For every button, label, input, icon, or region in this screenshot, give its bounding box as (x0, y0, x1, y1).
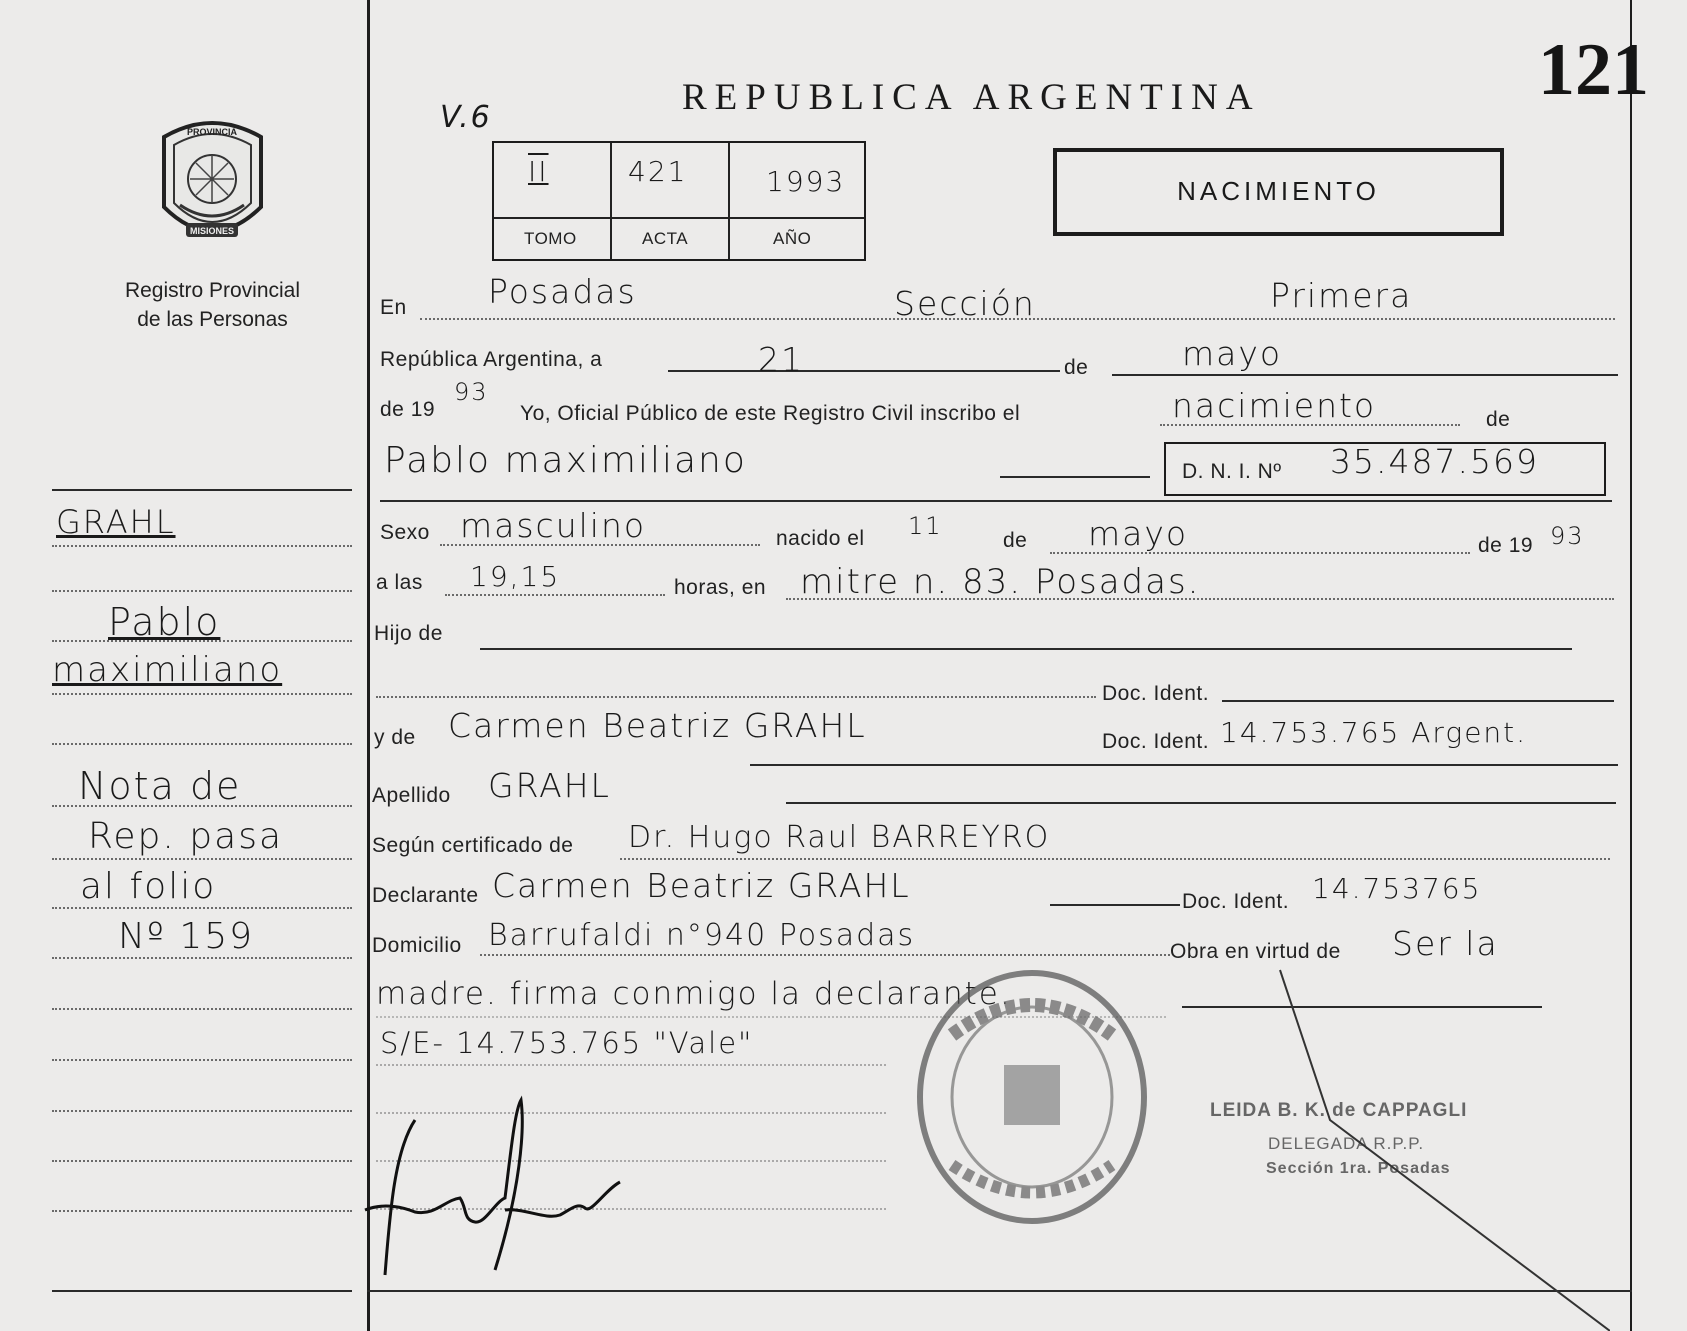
margin-dotline (52, 907, 352, 909)
field-line (440, 544, 760, 546)
nacido-mes-value: mayo (1088, 514, 1189, 553)
en-label: En (380, 296, 407, 319)
margin-note-l3: al folio (80, 866, 217, 907)
officer-name: LEIDA B. K. de CAPPAGLI (1210, 1100, 1468, 1121)
seccion-num-value: Primera (1270, 276, 1413, 315)
officer-title: DELEGADA R.P.P. (1268, 1134, 1425, 1153)
hijo-label: Hijo de (374, 622, 443, 645)
margin-rule-1 (52, 489, 352, 491)
mes-value: mayo (1182, 334, 1283, 373)
seccion-value: Sección (894, 284, 1036, 323)
margin-given1: Pablo (108, 600, 221, 644)
field-line (1050, 904, 1180, 906)
margin-dotline (52, 1110, 352, 1112)
margin-given2: maximiliano (52, 650, 283, 690)
tomo-label: TOMO (524, 229, 577, 248)
sexo-label: Sexo (380, 521, 430, 544)
apellido-value: GRAHL (488, 766, 611, 805)
seal-top-text: PROVINCIA (186, 127, 238, 137)
field-line (380, 500, 1612, 502)
field-line (480, 648, 1572, 650)
hora-value: 19,15 (470, 560, 561, 593)
de19b-label: de 19 (1478, 534, 1534, 557)
de2-label: de (1486, 408, 1511, 431)
lugar-nac-value: mitre n. 83. Posadas. (800, 562, 1201, 602)
officer-signature-icon (355, 1090, 675, 1280)
field-line (445, 594, 665, 596)
margin-note-l1: Nota de (78, 764, 242, 808)
margin-dotline (52, 743, 352, 745)
field-line (786, 598, 1614, 600)
acta-value: 421 (628, 155, 688, 188)
yo-label: Yo, Oficial Público de este Registro Civil inscribo el (520, 402, 1021, 425)
declarante-doc-value: 14.753765 (1312, 872, 1482, 905)
margin-surname: GRAHL (56, 503, 176, 541)
nacido-label: nacido el (776, 527, 865, 550)
certificado-value: Dr. Hugo Raul BARREYRO (628, 820, 1051, 855)
country-title: REPUBLICA ARGENTINA (682, 77, 1261, 118)
acta-label: ACTA (642, 229, 689, 248)
margin-note-l2: Rep. pasa (88, 816, 284, 857)
margin-dotline (52, 590, 352, 592)
margin-note-v6: V.6 (440, 100, 492, 135)
record-type-box (1053, 148, 1504, 236)
page-number: 121 (1538, 29, 1649, 111)
sexo-value: masculino (460, 506, 647, 545)
declarante-value: Carmen Beatriz GRAHL (492, 866, 911, 905)
ano-value: 1993 (766, 165, 846, 198)
registry-name: Registro Provincial de las Personas (124, 279, 301, 331)
madre-value: Carmen Beatriz GRAHL (448, 706, 867, 745)
nombre-value: Pablo maximiliano (384, 440, 747, 481)
obs2-value: S/E- 14.753.765 "Vale" (380, 1026, 754, 1060)
margin-dotline (52, 1160, 352, 1162)
seal-bottom-text: MISIONES (189, 226, 235, 236)
record-type: NACIMIENTO (1177, 176, 1380, 206)
margin-note-l4: Nº 159 (118, 916, 255, 957)
margin-dotline (52, 693, 352, 695)
de3-label: de (1003, 529, 1028, 552)
round-seal-icon (912, 965, 1152, 1230)
ano-label: AÑO (773, 229, 812, 248)
apellido-label: Apellido (372, 784, 451, 807)
obra-label: Obra en virtud de (1170, 940, 1341, 963)
docident2-label: Doc. Ident. (1102, 730, 1210, 753)
nacido-dia-value: 11 (908, 512, 943, 540)
field-line (376, 696, 1096, 698)
margin-dotline (52, 1059, 352, 1061)
dni-label: D. N. I. Nº (1182, 460, 1282, 483)
lugar-value: Posadas (488, 272, 637, 311)
declarante-label: Declarante (372, 884, 479, 907)
docident-label: Doc. Ident. (1102, 682, 1210, 705)
field-line (1160, 424, 1460, 426)
field-line (668, 370, 1060, 372)
ano-value-row: 93 (454, 378, 489, 406)
field-line (1050, 552, 1470, 554)
margin-dotline (52, 640, 352, 642)
republica-label: República Argentina, a (380, 348, 603, 371)
margin-dotline (52, 858, 352, 860)
domicilio-label: Domicilio (372, 934, 462, 957)
annulment-line-icon (1250, 960, 1610, 1331)
field-line (1112, 374, 1618, 376)
nacido-ano-value: 93 (1550, 522, 1585, 550)
field-line (620, 858, 1610, 860)
margin-dotline (52, 1008, 352, 1010)
obs1-value: madre. firma conmigo la declarante. (376, 976, 1012, 1012)
province-seal-icon (150, 115, 275, 250)
margin-rule-2 (52, 1290, 352, 1292)
field-line (1000, 476, 1150, 478)
domicilio-value: Barrufaldi n°940 Posadas (488, 918, 916, 953)
tipo-value: nacimiento (1172, 386, 1377, 425)
field-line (480, 954, 1170, 956)
field-line (750, 764, 1618, 766)
alas-label: a las (376, 571, 423, 594)
segun-label: Según certificado de (372, 834, 574, 857)
docident3-label: Doc. Ident. (1182, 890, 1290, 913)
right-border (1630, 0, 1632, 1331)
dni-value: 35.487.569 (1330, 442, 1539, 481)
de-label: de (1064, 356, 1089, 379)
madre-doc-value: 14.753.765 Argent. (1220, 716, 1528, 749)
margin-dotline (52, 957, 352, 959)
dia-value: 21 (758, 340, 804, 379)
margin-dotline (52, 1210, 352, 1212)
de19-label: de 19 (380, 398, 436, 421)
obra-value: Ser la (1392, 924, 1499, 963)
officer-section: Sección 1ra. Posadas (1266, 1160, 1451, 1177)
field-line (376, 1064, 886, 1066)
record-reference-box (492, 141, 866, 261)
margin-dotline (52, 545, 352, 547)
horas-label: horas, en (674, 576, 767, 599)
field-line (1222, 700, 1614, 702)
tomo-value: II (528, 155, 549, 188)
margin-dotline (52, 805, 352, 807)
field-line (786, 802, 1616, 804)
yde-label: y de (374, 726, 416, 749)
